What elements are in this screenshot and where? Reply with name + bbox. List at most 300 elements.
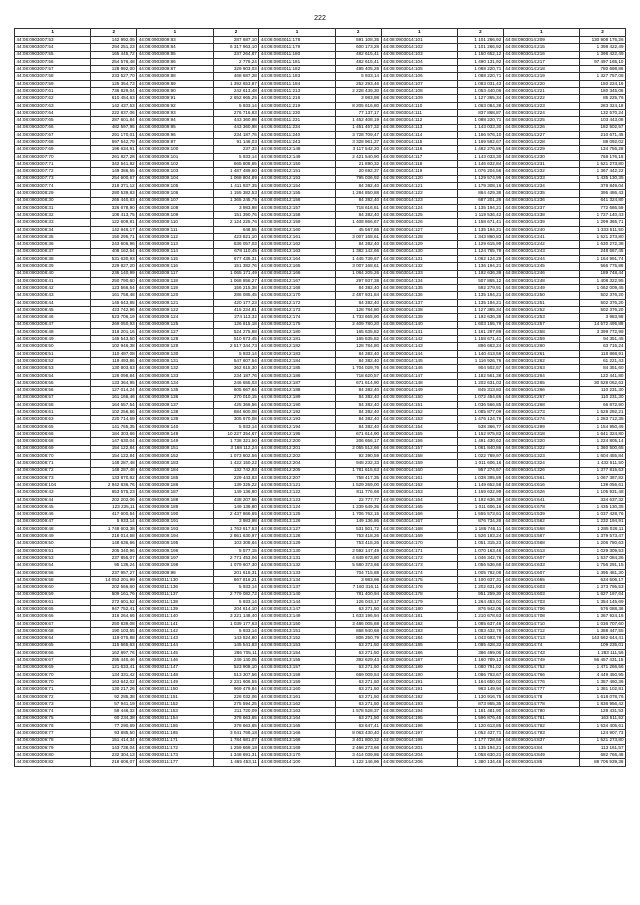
cadastral-number-cell: 44:08:0903009:95 <box>137 124 213 131</box>
cadastral-value-cell: 1 285 026,11 <box>580 525 626 532</box>
cadastral-value-cell: 5 933,14 <box>213 584 259 591</box>
cadastral-value-cell: 63 715,24 <box>580 343 626 350</box>
cadastral-number-cell: 44:08:0903013:147 <box>259 606 335 613</box>
cadastral-value-cell: 1 022 769,97 <box>457 452 503 459</box>
cadastral-value-cell: 124 907,73 <box>580 730 626 737</box>
cadastral-value-cell: 423 821,10 <box>213 234 259 241</box>
cadastral-value-cell: 1 135 194,21 <box>457 744 503 751</box>
cadastral-number-cell: 44:08:0903011:230 <box>259 109 335 116</box>
cadastral-value-cell: 145 543,50 <box>91 336 137 343</box>
cadastral-number-cell: 44:08:0903012:194 <box>259 423 335 430</box>
cadastral-number-cell: 44:08:0903014:195 <box>381 715 457 722</box>
cadastral-number-cell: 44:08:0903009:120 <box>137 292 213 299</box>
cadastral-value-cell: 1 072 454,66 <box>457 394 503 401</box>
cadastral-value-cell: 1 630 272,38 <box>580 241 626 248</box>
cadastral-number-cell: 44:08:0903011:218 <box>259 95 335 102</box>
cadastral-number-cell: 44:08:0903012:158 <box>259 212 335 219</box>
cadastral-value-cell: 1 053 432,79 <box>457 628 503 635</box>
cadastral-value-cell: 5 933,14 <box>213 628 259 635</box>
cadastral-number-cell: 44:08:0903014:128 <box>381 234 457 241</box>
cadastral-number-cell: 44:08:0903012:163 <box>259 248 335 255</box>
cadastral-number-cell: 44:08:0903014:74 <box>503 642 579 649</box>
cadastral-value-cell: 1 127 365,34 <box>457 95 503 102</box>
cadastral-number-cell: 44:08:0903009:183 <box>137 460 213 467</box>
cadastral-number-cell: 44:08:0903014:144 <box>381 350 457 357</box>
cadastral-value-cell: 1 164 650,02 <box>457 679 503 686</box>
cadastral-number-cell: 44:08:0903009:110 <box>137 219 213 226</box>
cadastral-value-cell: 165 635,82 <box>335 328 381 335</box>
cadastral-number-cell: 44:08:0903014:562 <box>503 518 579 525</box>
cadastral-number-cell: 44:08:0903014:607 <box>503 555 579 562</box>
table-row <box>15 182 626 189</box>
cadastral-value-cell: 1 143 033,30 <box>457 124 503 131</box>
cadastral-value-cell: 1 135 194,21 <box>457 204 503 211</box>
cadastral-number-cell: 44:08:0903014:103 <box>381 51 457 58</box>
cadastral-number-cell: 44:08:0903008:31 <box>15 204 91 211</box>
cadastral-number-cell: 44:08:0903011:213 <box>259 88 335 95</box>
cadastral-value-cell: 1 596 876,45 <box>457 715 503 722</box>
cadastral-value-cell: 3 983,98 <box>580 314 626 321</box>
cadastral-value-cell: 653 575,23 <box>91 489 137 496</box>
table-row <box>15 131 626 138</box>
cadastral-value-cell: 2 231 606,55 <box>213 679 259 686</box>
cadastral-number-cell: 44:08:0903007:61 <box>15 88 91 95</box>
cadastral-number-cell: 44:08:0903008:39 <box>15 263 91 270</box>
cadastral-number-cell: 44:08:0903012:185 <box>259 365 335 372</box>
cadastral-value-cell: 63 271,50 <box>335 642 381 649</box>
cadastral-value-cell: 5 933,14 <box>91 518 137 525</box>
cadastral-value-cell: 202 202,06 <box>91 496 137 503</box>
cadastral-value-cell: 547 607,54 <box>213 358 259 365</box>
table-row <box>15 102 626 109</box>
cadastral-value-cell: 634 506,17 <box>580 576 626 583</box>
cadastral-value-cell: 1 056 536,68 <box>457 562 503 569</box>
cadastral-number-cell: 44:08:0903014:156 <box>381 438 457 445</box>
table-row <box>15 708 626 715</box>
cadastral-number-cell: 44:08:0903014:142 <box>381 336 457 343</box>
cadastral-value-cell: 667 816,21 <box>213 576 259 583</box>
cadastral-value-cell: 1 061 840,86 <box>457 445 503 452</box>
cadastral-number-cell: 44:08:0903009:48 <box>15 525 91 532</box>
cadastral-value-cell: 811 776,68 <box>335 489 381 496</box>
cadastral-number-cell: 44:08:0903009:195 <box>137 540 213 547</box>
cadastral-value-cell: 592 279,91 <box>457 285 503 292</box>
cadastral-number-cell: 44:08:0903007:64 <box>15 109 91 116</box>
cadastral-number-cell: 44:08:0903009:90 <box>137 88 213 95</box>
table-row <box>15 591 626 598</box>
table-row <box>15 394 626 401</box>
cadastral-value-cell: 141 765,35 <box>91 423 137 430</box>
table-row <box>15 606 626 613</box>
cadastral-value-cell: 5 580 373,66 <box>335 562 381 569</box>
cadastral-number-cell: 44:08:0903014:112 <box>381 117 457 124</box>
cadastral-value-cell: 182 502,57 <box>580 124 626 131</box>
cadastral-value-cell: 5 577,15 <box>213 547 259 554</box>
cadastral-number-cell: 44:08:0903014:220 <box>503 80 579 87</box>
table-row <box>15 693 626 700</box>
cadastral-number-cell: 44:08:0903014:263 <box>503 365 579 372</box>
cadastral-value-cell: 149 136,80 <box>213 504 259 511</box>
cadastral-value-cell: 1 333 511,50 <box>580 226 626 233</box>
cadastral-value-cell: 837 868,87 <box>457 109 503 116</box>
cadastral-value-cell: 2 487 931,84 <box>335 292 381 299</box>
cadastral-number-cell: 44:08:0903009:65 <box>15 606 91 613</box>
cadastral-value-cell: 122 609,81 <box>91 219 137 226</box>
cadastral-number-cell: 44:08:0903009:88 <box>137 73 213 80</box>
table-row <box>15 58 626 65</box>
cadastral-value-cell: 2 409 780,20 <box>335 321 381 328</box>
table-row <box>15 518 626 525</box>
cadastral-value-cell: 84 382,40 <box>335 241 381 248</box>
cadastral-value-cell: 1 192 636,39 <box>457 270 503 277</box>
cadastral-value-cell: 329 903,03 <box>213 66 259 73</box>
cadastral-number-cell: 44:08:0903014:235 <box>503 190 579 197</box>
cadastral-number-cell: 44:08:0903014:148 <box>381 379 457 386</box>
cadastral-number-cell: 44:08:0903012:150 <box>259 161 335 168</box>
cadastral-number-cell: 44:08:0903014:106 <box>381 73 457 80</box>
cadastral-number-cell: 44:08:0903014:197 <box>381 730 457 737</box>
cadastral-number-cell: 44:08:0903011:142 <box>137 628 213 635</box>
cadastral-value-cell: 482 615,41 <box>335 51 381 58</box>
table-row <box>15 365 626 372</box>
table-row <box>15 88 626 95</box>
cadastral-value-cell: 84 382,40 <box>335 423 381 430</box>
cadastral-value-cell: 600 173,28 <box>335 44 381 51</box>
cadastral-number-cell: 44:08:0903013:159 <box>259 679 335 686</box>
cadastral-value-cell: 145 643,85 <box>91 299 137 306</box>
cadastral-value-cell: 1 070 163,46 <box>457 547 503 554</box>
cadastral-number-cell: 44:08:0903014:161 <box>381 474 457 481</box>
cadastral-value-cell: 201 618,31 <box>213 569 259 576</box>
column-header-value: 2 <box>457 29 503 37</box>
table-row <box>15 489 626 496</box>
cadastral-number-cell: 44:08:0903014:265 <box>503 379 579 386</box>
cadastral-value-cell: 1 124 765,79 <box>457 248 503 255</box>
cadastral-number-cell: 44:08:0903014:153 <box>381 416 457 423</box>
cadastral-value-cell: 237,33 <box>213 146 259 153</box>
cadastral-value-cell: 5 933,14 <box>213 153 259 160</box>
cadastral-value-cell: 1 085 428,32 <box>457 642 503 649</box>
table-row <box>15 431 626 438</box>
cadastral-value-cell: 876 942,06 <box>457 606 503 613</box>
cadastral-value-cell: 1 076 204,56 <box>457 168 503 175</box>
cadastral-number-cell: 44:08:0903009:67 <box>15 620 91 627</box>
cadastral-number-cell: 44:08:0903009:136 <box>137 394 213 401</box>
cadastral-number-cell: 44:08:0903008:46 <box>15 314 91 321</box>
cadastral-value-cell: 133 870,82 <box>91 474 137 481</box>
cadastral-value-cell: 59 446,32 <box>91 708 137 715</box>
cadastral-number-cell: 44:08:0903009:140 <box>137 423 213 430</box>
cadastral-number-cell: 44:08:0903009:138 <box>137 409 213 416</box>
cadastral-number-cell: 44:08:0903008:72 <box>15 467 91 474</box>
cadastral-number-cell: 44:08:0903007:57 <box>15 66 91 73</box>
table-row <box>15 234 626 241</box>
cadastral-number-cell: 44:08:0903014:155 <box>381 431 457 438</box>
cadastral-value-cell: 1 084 205,26 <box>335 270 381 277</box>
cadastral-value-cell: 84 382,40 <box>335 299 381 306</box>
cadastral-value-cell: 128 892,00 <box>91 66 137 73</box>
cadastral-value-cell: 1 100 637,31 <box>457 576 503 583</box>
cadastral-number-cell: 44:08:0903014:230 <box>503 153 579 160</box>
cadastral-number-cell: 44:08:0903013:134 <box>259 576 335 583</box>
cadastral-value-cell: 1 036 566,85 <box>457 401 503 408</box>
cadastral-value-cell: 130 803,63 <box>91 365 137 372</box>
cadastral-number-cell: 44:08:0903014:174 <box>381 569 457 576</box>
cadastral-value-cell: 77 137,17 <box>335 109 381 116</box>
cadastral-value-cell: 1 377 815,63 <box>580 467 626 474</box>
cadastral-number-cell: 44:08:0903009:98 <box>137 569 213 576</box>
cadastral-value-cell: 326 678,90 <box>91 204 137 211</box>
cadastral-value-cell: 1 160 789,13 <box>457 657 503 664</box>
cadastral-number-cell: 44:08:0903014:710 <box>503 620 579 627</box>
cadastral-value-cell: 84 382,40 <box>335 416 381 423</box>
cadastral-number-cell: 44:08:0903014:190 <box>381 671 457 678</box>
cadastral-value-cell: 1 392 653,87 <box>213 80 259 87</box>
cadastral-value-cell: 149 136,86 <box>335 518 381 525</box>
cadastral-value-cell: 420 177,23 <box>213 299 259 306</box>
cadastral-value-cell: 95 136,24 <box>91 562 137 569</box>
cadastral-number-cell: 44:08:0903007:63 <box>15 102 91 109</box>
cadastral-number-cell: 44:08:0903012:184 <box>259 358 335 365</box>
cadastral-value-cell: 164 557,54 <box>91 401 137 408</box>
cadastral-number-cell: 44:08:0903009:77 <box>15 730 91 737</box>
cadastral-value-cell: 269 050,93 <box>91 321 137 328</box>
cadastral-number-cell: 44:08:0903014:182 <box>381 620 457 627</box>
cadastral-value-cell: 128 784,80 <box>335 343 381 350</box>
table-row <box>15 299 626 306</box>
cadastral-number-cell: 44:08:0903014:561 <box>503 474 579 481</box>
cadastral-value-cell: 1 381 102,81 <box>580 686 626 693</box>
table-row <box>15 547 626 554</box>
cadastral-value-cell: 94 351,45 <box>580 336 626 343</box>
cadastral-value-cell: 1 080 791,02 <box>457 664 503 671</box>
table-row <box>15 350 626 357</box>
cadastral-value-cell: 1 127 365,34 <box>457 306 503 313</box>
table-row <box>15 241 626 248</box>
cadastral-number-cell: 44:08:0903013:153 <box>259 642 335 649</box>
cadastral-number-cell: 44:08:0903009:189 <box>137 504 213 511</box>
cadastral-value-cell: 523 908,10 <box>213 664 259 671</box>
cadastral-number-cell: 44:08:0903014:248 <box>503 277 579 284</box>
cadastral-number-cell: 44:08:0903011:155 <box>137 722 213 729</box>
cadastral-number-cell: 44:08:0903007:65 <box>15 117 91 124</box>
cadastral-number-cell: 44:08:0903012:159 <box>259 219 335 226</box>
cadastral-value-cell: 161 166,46 <box>91 394 137 401</box>
table-row <box>15 197 626 204</box>
cadastral-number-cell: 44:08:0903012:189 <box>259 394 335 401</box>
cadastral-value-cell: 148 636,66 <box>91 540 137 547</box>
table-header-row <box>15 29 626 37</box>
cadastral-value-cell: 1 784 681,07 <box>213 737 259 744</box>
cadastral-value-cell: 1 177 728,56 <box>457 737 503 744</box>
cadastral-value-cell: 142 992,05 <box>91 37 137 44</box>
table-row <box>15 95 626 102</box>
column-header-value: 2 <box>580 29 626 37</box>
cadastral-value-cell: 21 890,32 <box>335 161 381 168</box>
cadastral-number-cell: 44:08:0903014:173 <box>381 562 457 569</box>
cadastral-value-cell: 1 224 805,14 <box>580 438 626 445</box>
column-header-number: 1 <box>503 29 579 37</box>
cadastral-value-cell: 495 405,26 <box>335 66 381 73</box>
cadastral-value-cell: 1 011 606,16 <box>457 460 503 467</box>
cadastral-value-cell: 951 259,30 <box>457 591 503 598</box>
cadastral-value-cell: 1 603 155,79 <box>457 321 503 328</box>
cadastral-value-cell: 60 234,38 <box>91 715 137 722</box>
table-row <box>15 277 626 284</box>
cadastral-number-cell: 44:08:0903009:85 <box>137 51 213 58</box>
cadastral-value-cell: 161 758,48 <box>91 292 137 299</box>
cadastral-number-cell: 44:08:0903008:44 <box>15 299 91 306</box>
cadastral-value-cell: 1 105 931,48 <box>580 489 626 496</box>
table-row <box>15 117 626 124</box>
cadastral-number-cell: 44:08:0903012:195 <box>259 431 335 438</box>
cadastral-number-cell: 44:08:0903008:71 <box>15 460 91 467</box>
cadastral-number-cell: 44:08:0903007:66 <box>15 124 91 131</box>
cadastral-value-cell: 3 041 766,18 <box>213 730 259 737</box>
cadastral-number-cell: 44:08:0903011:145 <box>137 649 213 656</box>
cadastral-value-cell: 678 110,45 <box>213 248 259 255</box>
cadastral-number-cell: 44:08:0903014:299 <box>503 423 579 430</box>
cadastral-number-cell: 44:08:0903014:259 <box>503 336 579 343</box>
cadastral-value-cell: 1 348 691,31 <box>213 752 259 759</box>
cadastral-number-cell: 44:08:0903009:86 <box>137 58 213 65</box>
cadastral-number-cell: 44:08:0903014:158 <box>381 452 457 459</box>
table-row <box>15 438 626 445</box>
cadastral-number-cell: 44:08:0903011:136 <box>137 584 213 591</box>
table-row <box>15 306 626 313</box>
table-row <box>15 730 626 737</box>
cadastral-number-cell: 44:08:0903014:181 <box>381 613 457 620</box>
cadastral-value-cell: 566 775,88 <box>580 263 626 270</box>
cadastral-number-cell: 44:08:0903014:781 <box>503 715 579 722</box>
cadastral-value-cell: 8 205 616,80 <box>335 102 381 109</box>
cadastral-number-cell: 44:08:0903009:92 <box>137 102 213 109</box>
cadastral-value-cell: 63 271,50 <box>335 649 381 656</box>
cadastral-number-cell: 44:08:0903014:147 <box>381 372 457 379</box>
cadastral-value-cell: 133 364,95 <box>91 379 137 386</box>
cadastral-value-cell: 1 129 615,99 <box>457 241 503 248</box>
cadastral-number-cell: 44:08:0903013:164 <box>259 715 335 722</box>
cadastral-value-cell: 868 940,68 <box>335 628 381 635</box>
cadastral-number-cell: 44:08:0903014:129 <box>381 241 457 248</box>
table-row <box>15 671 626 678</box>
table-row <box>15 423 626 430</box>
cadastral-number-cell: 44:08:0903014:115 <box>381 139 457 146</box>
table-row <box>15 204 626 211</box>
cadastral-number-cell: 44:08:0903011:182 <box>259 66 335 73</box>
cadastral-number-cell: 44:08:0903012:174 <box>259 314 335 321</box>
cadastral-number-cell: 44:08:0903007:74 <box>15 182 91 189</box>
cadastral-number-cell: 44:08:0903009:198 <box>137 562 213 569</box>
cadastral-value-cell: 254 576,48 <box>91 58 137 65</box>
cadastral-number-cell: 44:08:0903013:158 <box>259 671 335 678</box>
cadastral-number-cell: 44:08:0903014:107 <box>381 80 457 87</box>
cadastral-number-cell: 44:08:0903014:130 <box>381 248 457 255</box>
cadastral-number-cell: 44:08:0903011:151 <box>137 693 213 700</box>
cadastral-value-cell: 206 656,17 <box>335 438 381 445</box>
table-row <box>15 715 626 722</box>
cadastral-value-cell: 77 290,69 <box>91 722 137 729</box>
cadastral-value-cell: 1 451 457,32 <box>335 124 381 131</box>
cadastral-number-cell: 44:08:0903008:43 <box>15 292 91 299</box>
cadastral-number-cell: 44:08:0903014:266 <box>503 387 579 394</box>
cadastral-number-cell: 44:08:0903013:144 <box>259 598 335 605</box>
cadastral-number-cell: 44:08:0903008:38 <box>15 255 91 262</box>
cadastral-number-cell: 44:08:0903014:186 <box>381 649 457 656</box>
cadastral-value-cell: 1 079 607,30 <box>213 562 259 569</box>
table-row <box>15 124 626 131</box>
cadastral-number-cell: 44:08:0903014:237 <box>503 204 579 211</box>
cadastral-number-cell: 44:08:0903014:160 <box>381 467 457 474</box>
cadastral-number-cell: 44:08:0903009:197 <box>137 555 213 562</box>
cadastral-value-cell: 1 135 194,21 <box>457 292 503 299</box>
cadastral-number-cell: 44:08:0903009:152 <box>137 452 213 459</box>
cadastral-number-cell: 44:08:0903014:102 <box>381 44 457 51</box>
cadastral-number-cell: 44:08:0903009:58 <box>15 576 91 583</box>
cadastral-number-cell: 44:08:0903014:150 <box>381 394 457 401</box>
cadastral-number-cell: 44:08:0903014:204 <box>381 752 457 759</box>
cadastral-number-cell: 44:08:0903009:83 <box>137 37 213 44</box>
cadastral-value-cell: 1 445 739,67 <box>335 255 381 262</box>
cadastral-value-cell: 3 728 709,47 <box>335 131 381 138</box>
cadastral-value-cell: 3 983,98 <box>335 95 381 102</box>
cadastral-value-cell: 1 116 926,76 <box>457 358 503 365</box>
cadastral-value-cell: 3 117 542,20 <box>335 146 381 153</box>
cadastral-value-cell: 84 382,40 <box>335 182 381 189</box>
cadastral-value-cell: 151 382,76 <box>213 263 259 270</box>
cadastral-number-cell: 44:08:0903008:66 <box>15 431 91 438</box>
cadastral-value-cell: 275 594,25 <box>213 701 259 708</box>
table-row <box>15 409 626 416</box>
cadastral-value-cell: 93 885,50 <box>91 730 137 737</box>
cadastral-value-cell: 969 479,84 <box>213 686 259 693</box>
cadastral-value-cell: 119 493,86 <box>91 358 137 365</box>
cadastral-number-cell: 44:08:0903012:161 <box>259 234 335 241</box>
cadastral-value-cell: 84 382,40 <box>335 401 381 408</box>
cadastral-number-cell: 44:08:0903011:184 <box>259 80 335 87</box>
cadastral-value-cell: 1 159 632,99 <box>457 489 503 496</box>
cadastral-number-cell: 44:08:0903014:603 <box>503 584 579 591</box>
cadastral-value-cell: 768 176,18 <box>580 153 626 160</box>
cadastral-value-cell: 1 365 245,75 <box>213 197 259 204</box>
cadastral-value-cell: 502 376,20 <box>580 299 626 306</box>
cadastral-value-cell: 250 790,60 <box>91 277 137 284</box>
cadastral-number-cell: 44:08:0903013:150 <box>259 620 335 627</box>
cadastral-number-cell: 44:08:0903014:185 <box>381 642 457 649</box>
cadastral-number-cell: 44:08:0903011:154 <box>137 715 213 722</box>
cadastral-number-cell: 44:08:0903009:125 <box>137 321 213 328</box>
cadastral-number-cell: 44:08:0903014:134 <box>381 277 457 284</box>
cadastral-value-cell: 143 738,04 <box>91 744 137 751</box>
cadastral-value-cell: 1 143 033,30 <box>457 153 503 160</box>
cadastral-value-cell: 226 032,06 <box>213 693 259 700</box>
cadastral-value-cell: 286 705,11 <box>213 649 259 656</box>
cadastral-value-cell: 110 231,30 <box>580 394 626 401</box>
table-row <box>15 628 626 635</box>
cadastral-number-cell: 44:08:0903009:59 <box>15 591 91 598</box>
cadastral-value-cell: 395 486,43 <box>580 190 626 197</box>
cadastral-value-cell: 297 937,38 <box>335 277 381 284</box>
cadastral-number-cell: 44:08:0903014:138 <box>381 306 457 313</box>
cadastral-number-cell: 44:08:0903012:165 <box>259 263 335 270</box>
cadastral-value-cell: 1 166 976,10 <box>457 131 503 138</box>
cadastral-value-cell: 3 983,98 <box>335 576 381 583</box>
cadastral-number-cell: 44:08:0903014:241 <box>503 234 579 241</box>
cadastral-value-cell: 1 482 276,86 <box>457 146 503 153</box>
cadastral-number-cell: 44:08:0903009:74 <box>15 708 91 715</box>
cadastral-value-cell: 56 457 431,15 <box>580 657 626 664</box>
cadastral-number-cell: 44:08:0903009:66 <box>15 613 91 620</box>
